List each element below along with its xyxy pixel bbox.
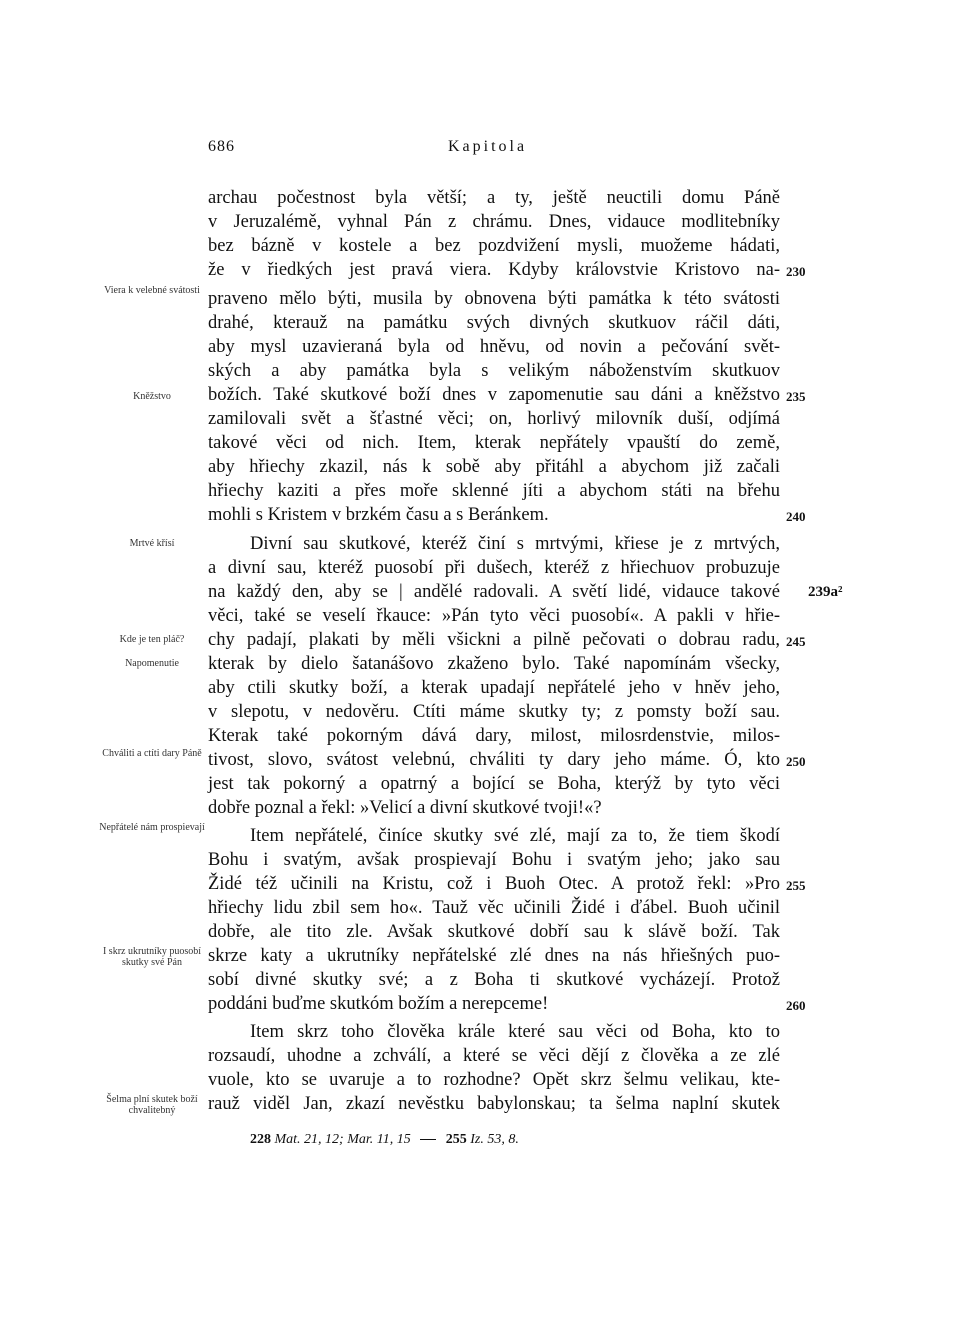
margin-note: I skrz ukrutníky puosobí skutky své Pán [102,946,202,968]
text-line: vuole, kto se uvaruje a to rozhodne? Opět skrz šelmu velikau, kte- [208,1070,780,1090]
dash-separator [420,1139,436,1140]
text-line: Židé též učinili na Kristu, což i Buoh Otec. A protož řekl: »Pro [208,874,780,894]
footnote-line-ref: 255 [445,1132,467,1147]
text-line: věci, také se veselí řkauce: »Pán tyto věci puosobí«. A pakli v hřie- [208,606,780,626]
text-line: Item nepřátelé, činíce skutky své zlé, mají za to, že tiem škodí [250,826,780,846]
text-line: chy padají, plakati by měli všickni a pilně pečovati o dobrau radu, [208,630,780,650]
line-number: 240 [786,509,806,524]
line-number: 250 [786,754,806,769]
text-line: poddáni buďme skutkóm božím a nerepceme! [208,994,549,1014]
footnote-citation: Iz. 53, 8. [470,1132,519,1147]
text-line: aby hřiechy zkazil, nás k sobě aby přitáhl a abychom již začali [208,457,780,477]
text-line: Bohu i svatým, avšak prospievají Bohu i svatým jeho; jako sau [208,850,780,870]
line-number: 239a² [808,584,843,600]
text-line: Kterak také pokorným dává dary, milost, milosrdenstvie, milos- [208,726,780,746]
margin-note: Viera k velebné svátosti [104,285,200,296]
line-number: 235 [786,389,806,404]
page-header [0,138,960,162]
margin-note: Kde je ten pláč? [119,634,185,645]
text-line: drahé, kterauž na památku svých divných skutkuov ráčil dáti, [208,313,780,333]
text-line: aby ctili skutky boží, a kterak upadají nepřátelé jeho v hněv jeho, [208,678,780,698]
margin-note: Mrtvé křísí [129,538,175,549]
line-number: 245 [786,634,806,649]
text-line: takové věci od nich. Item, kterak nepřátely vpauští do země, [208,433,780,453]
text-line: archau počestnost byla větší; a ty, ještě neuctili domu Páně [208,188,780,208]
text-line: mohli s Kristem v brzkém času a s Beránkem. [208,505,549,525]
text-line: jest tak pokorný a opatrný a bojící se Boha, kterýž by tyto věci [208,774,780,794]
text-line: Divní sau skutkové, kteréž činí s mrtvými, křiese je z mrtvých, [250,534,780,554]
text-line: v slepotu, v nedověru. Ctíti máme skutky ty; z pomsty boží sau. [208,702,780,722]
footnote-citation: Mat. 21, 12; Mar. 11, 15 [274,1132,411,1147]
text-line: Item skrz toho člověka krále které sau věci od Boha, kto to [250,1022,780,1042]
margin-note: Napomenutie [125,658,179,669]
page-number: 686 [208,138,235,155]
text-line: bez bázně v kostele a bez pozdvižení mysli, muožeme hádati, [208,236,780,256]
text-line: rozsaudí, uhodne a zchválí, a které se věci dějí z člověka a ze zlé [208,1046,780,1066]
footnote-references [250,1132,519,1148]
margin-note: Nepřátelé nám prospievají [99,822,205,833]
line-number: 230 [786,264,806,279]
text-line: v Jeruzalémě, vyhnal Pán z chrámu. Dnes, vidauce modlitebníky [208,212,780,232]
line-number: 255 [786,878,806,893]
text-line: na každý den, aby se | andělé radovali. A světí lidé, vidauce takové [208,582,780,602]
text-line: ských a aby památka byla s velikým náboženstvím skutkuov [208,361,780,381]
running-title: Kapitola [448,138,528,155]
text-line: hřiechy kaziti a přes moře sklenné jíti a abychom státi na břehu [208,481,780,501]
text-line: dobře, ale tito zle. Avšak skutkové dobří sau k slávě boží. Tak [208,922,780,942]
text-line: sobí divné skutky své; a z Boha ti skutkové vycházejí. Protož [208,970,780,990]
text-line: aby mysl uzavieraná byla od hněvu, od novin a pečování svět- [208,337,780,357]
margin-note: Kněžstvo [133,391,171,402]
text-line: a divní sau, kteréž puosobí při dušech, kteréž z hřiechuov probuzuje [208,558,780,578]
line-number: 260 [786,998,806,1013]
footnote-line-ref: 228 [250,1132,271,1147]
text-line: že v řiedkých jest pravá viera. Kdyby královstvie Kristovo na- [208,260,780,280]
margin-note: Chváliti a ctíti dary Páně [102,748,202,759]
text-line: tivost, slovo, svátost velebnú, chváliti ty dary jeho máme. Ó, kto [208,750,780,770]
text-line: skrze katy a ukrutníky nepřátelské zlé dnes na nás hřiešných puo- [208,946,780,966]
text-line: rauž viděl Jan, zkazí nevěstku babylonskau; ta šelma naplní skutek [208,1094,780,1114]
text-line: dobře poznal a řekl: »Velicí a divní skutkové tvoji!«? [208,798,602,818]
text-line: božích. Také skutkové boží dnes v zapomenutie sau dáni a kněžstvo [208,385,780,405]
text-line: praveno mělo býti, musila by obnovena býti památka k této svátosti [208,289,780,309]
text-line: zamilovali svět a šťastné věci; on, horlivý milovník duší, odjímá [208,409,780,429]
text-line: kterak by dielo šatanášovo zkaženo bylo. Také napomínám všecky, [208,654,780,674]
text-line: hřiechy lidu zbil sem ho«. Tauž věc učinili Židé i ďábel. Buoh učinil [208,898,780,918]
margin-note: Šelma plní skutek boží chvalitebný [106,1094,198,1116]
